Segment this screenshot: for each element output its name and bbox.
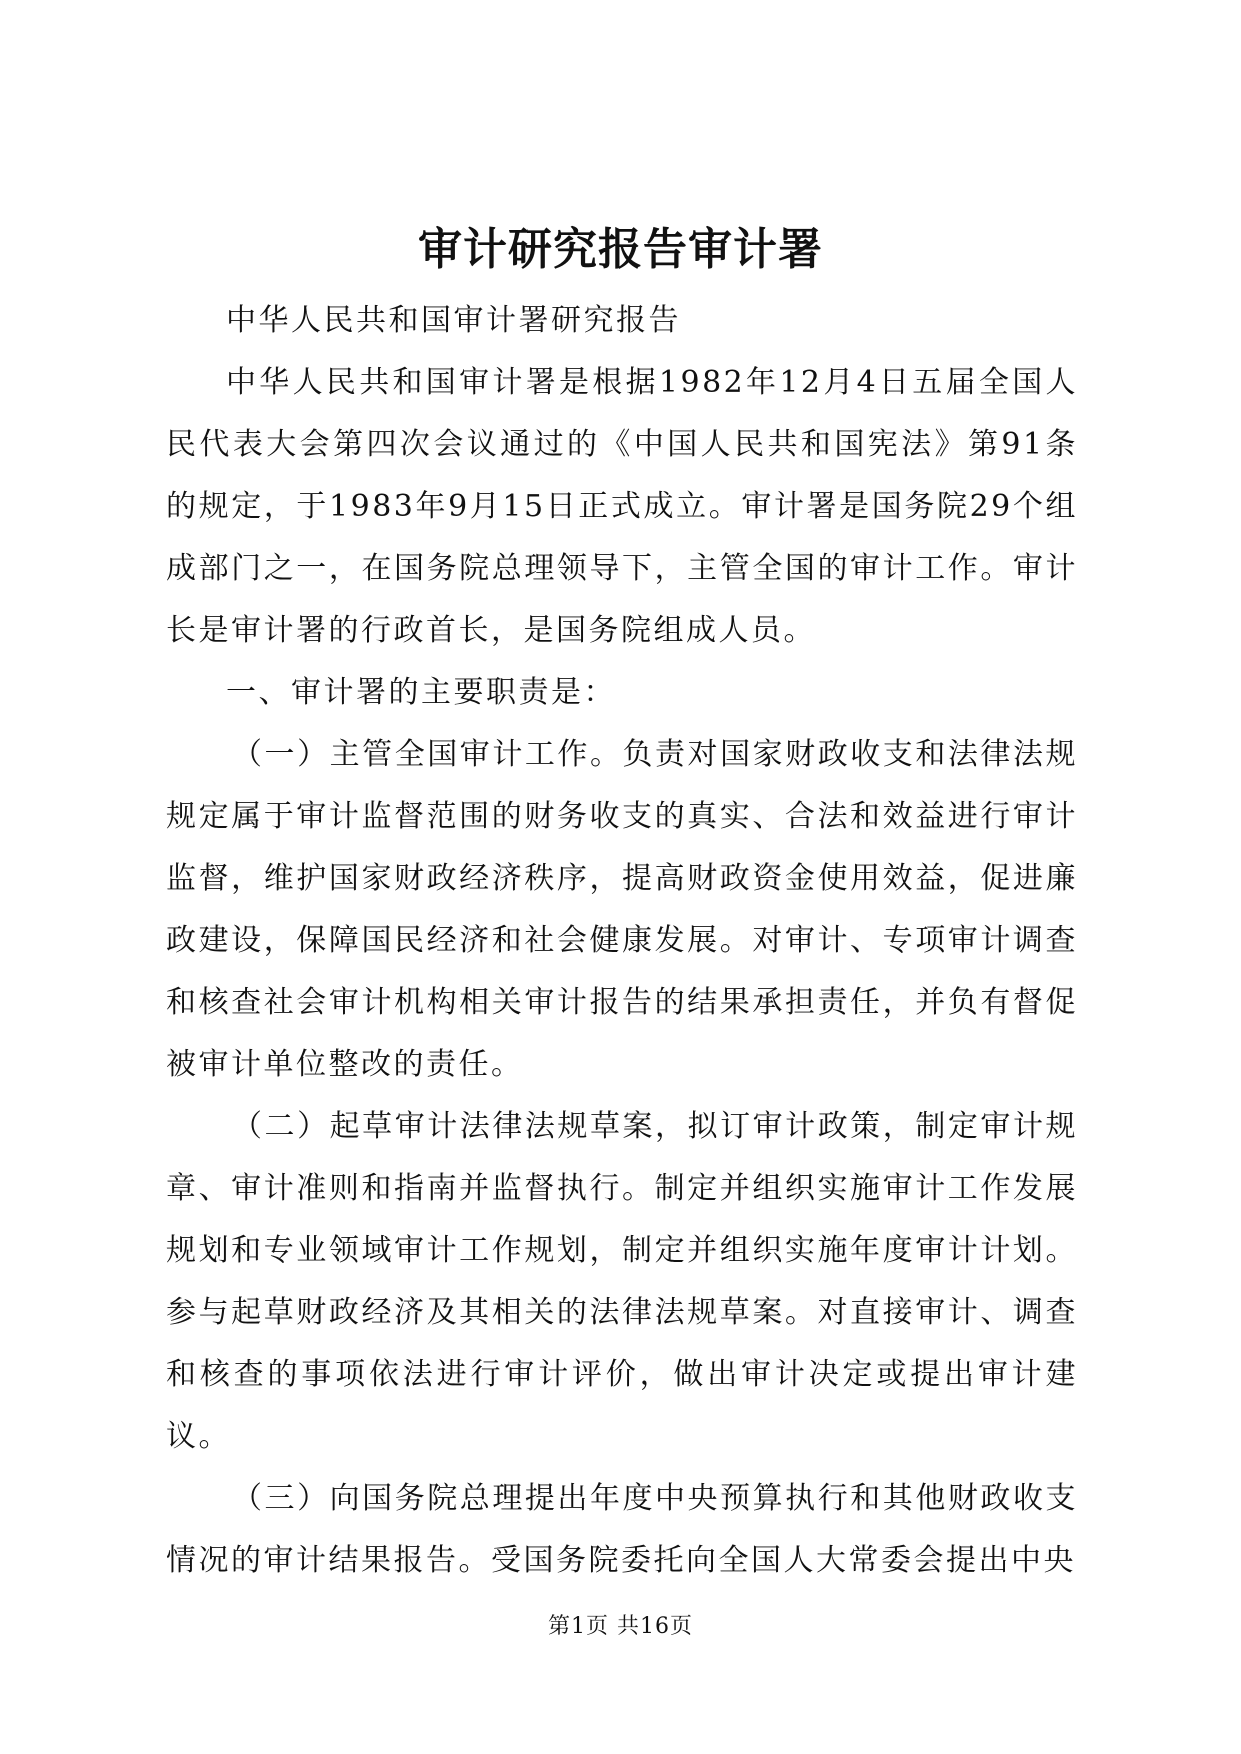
document-body	[166, 290, 1078, 1592]
paragraph-item-3: （三）向国务院总理提出年度中央预算执行和其他财政收支情况的审计结果报告。受国务院委托向全国人大常委会提出中央	[166, 1481, 1078, 1578]
page-number-footer: 第1页 共16页	[548, 1614, 693, 1639]
paragraph-subtitle: 中华人民共和国审计署研究报告	[226, 303, 681, 338]
paragraph-section-heading: 一、审计署的主要职责是：	[226, 675, 616, 710]
document-title: 审计研究报告审计署	[418, 224, 823, 275]
paragraph-item-1: （一）主管全国审计工作。负责对国家财政收支和法律法规规定属于审计监督范围的财务收支的真实、合法和效益进行审计监督，维护国家财政经济秩序，提高财政资金使用效益，促进廉政建设，保障国民经济和社会健康发展。对审计、专项审计调查和核查社会审计机构相关审计报告的结果承担责任，并负有督促被审计单位整改的责任。	[166, 737, 1078, 1082]
paragraph-item-2: （二）起草审计法律法规草案，拟订审计政策，制定审计规章、审计准则和指南并监督执行。制定并组织实施审计工作发展规划和专业领域审计工作规划，制定并组织实施年度审计计划。参与起草财政经济及其相关的法律法规草案。对直接审计、调查和核查的事项依法进行审计评价，做出审计决定或提出审计建议。	[166, 1109, 1078, 1454]
paragraph-intro: 中华人民共和国审计署是根据1982年12月4日五届全国人民代表大会第四次会议通过的《中国人民共和国宪法》第91条的规定，于1983年9月15日正式成立。审计署是国务院29个组成部门之一，在国务院总理领导下，主管全国的审计工作。审计长是审计署的行政首长，是国务院组成人员。	[166, 365, 1078, 648]
